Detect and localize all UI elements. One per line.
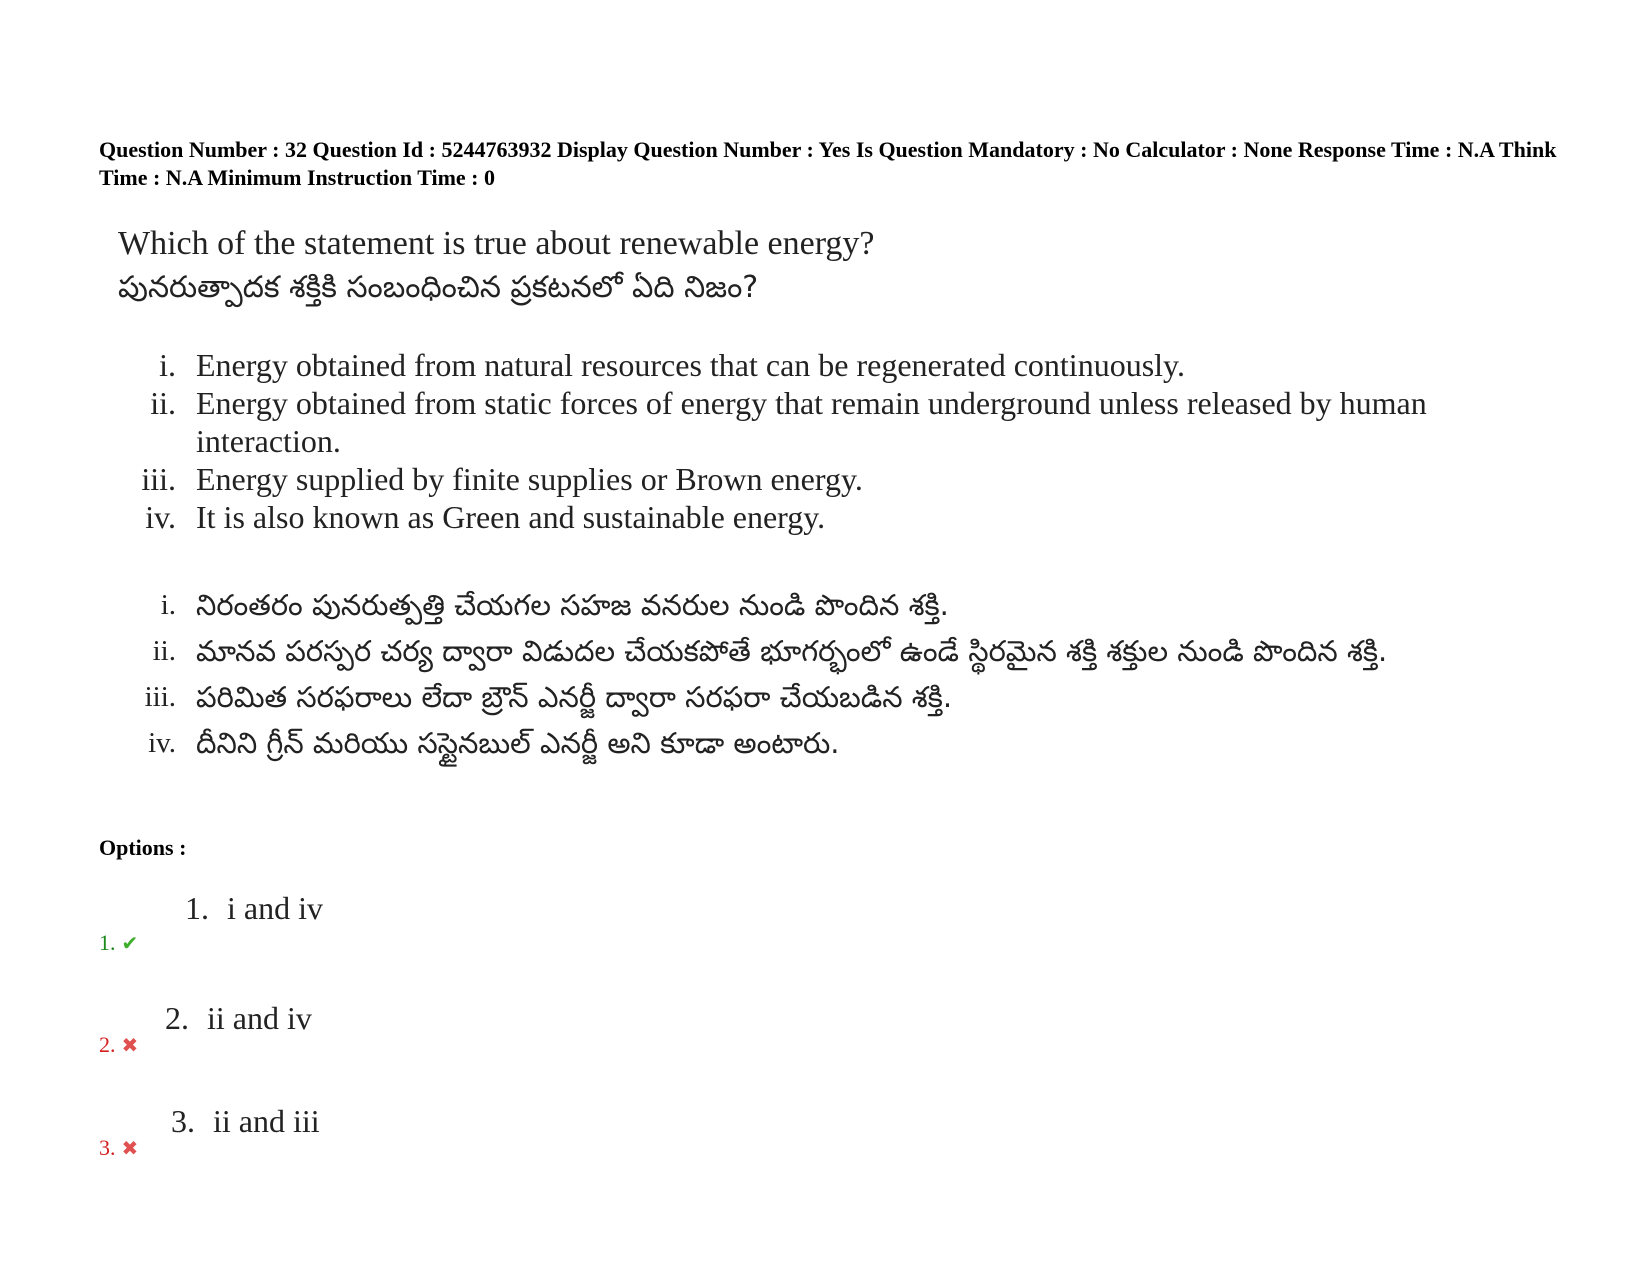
- statement-number: ii.: [152, 635, 176, 667]
- option-text: [185, 890, 323, 927]
- option-label: ii and iv: [207, 1000, 312, 1036]
- statement-text: పరిమిత సరఫరాలు లేదా బ్రౌన్ ఎనర్జీ ద్వారా సరఫరా చేయబడిన శక్తి.: [196, 680, 953, 714]
- statement-item: [118, 384, 1438, 460]
- option-1[interactable]: [99, 890, 699, 960]
- statement-text: It is also known as Green and sustainable energy.: [196, 499, 826, 535]
- option-number: 2.: [165, 1000, 189, 1036]
- check-icon: ✔: [121, 931, 139, 955]
- statement-number: i.: [159, 347, 176, 383]
- question-text-english: Which of the statement is true about renewable energy?: [118, 225, 875, 262]
- statement-item: [118, 628, 1438, 674]
- cross-icon: ✖: [121, 1136, 139, 1160]
- option-label: ii and iii: [213, 1103, 320, 1139]
- option-marker: [99, 930, 138, 956]
- option-label: i and iv: [227, 890, 323, 926]
- statement-item: [118, 674, 1438, 720]
- option-text: [165, 1000, 312, 1037]
- statement-text: Energy supplied by finite supplies or Brown energy.: [196, 461, 863, 497]
- statement-text: మానవ పరస్పర చర్య ద్వారా విడుదల చేయకపోతే భూగర్భంలో ఉండే స్థిరమైన శక్తి శక్తుల నుండి పొందిన శక్తి.: [196, 634, 1388, 668]
- statement-item: [118, 720, 1438, 766]
- option-marker: [99, 1032, 138, 1058]
- statement-text: నిరంతరం పునరుత్పత్తి చేయగల సహజ వనరుల నుండి పొందిన శక్తి.: [196, 588, 949, 622]
- question-text-telugu: పునరుత్పాదక శక్తికి సంబంధించిన ప్రకటనలో ఏది నిజం?: [118, 270, 759, 305]
- option-number: 3.: [171, 1103, 195, 1139]
- statement-number: iv.: [148, 727, 176, 759]
- cross-icon: ✖: [121, 1033, 139, 1057]
- statement-text: Energy obtained from static forces of energy that remain underground unless released by human interaction.: [196, 385, 1427, 459]
- statement-number: iii.: [144, 681, 176, 713]
- statement-text: Energy obtained from natural resources that can be regenerated continuously.: [196, 347, 1185, 383]
- statement-item: [118, 582, 1438, 628]
- option-marker-number: 1.: [99, 930, 116, 955]
- option-text: [171, 1103, 320, 1140]
- statement-number: iv.: [145, 499, 176, 535]
- statement-item: [118, 498, 1438, 536]
- statement-number: i.: [160, 589, 176, 621]
- statement-item: [118, 460, 1438, 498]
- statement-item: [118, 346, 1438, 384]
- statement-number: iii.: [141, 461, 176, 497]
- statements-english: [118, 346, 1438, 536]
- option-marker: [99, 1135, 138, 1161]
- statement-number: ii.: [150, 385, 176, 421]
- option-number: 1.: [185, 890, 209, 926]
- option-2[interactable]: [99, 1000, 699, 1070]
- statement-text: దీనిని గ్రీన్ మరియు సస్టైనబుల్ ఎనర్జీ అని కూడా అంటారు.: [196, 726, 840, 760]
- question-metadata: Question Number : 32 Question Id : 5244763932 Display Question Number : Yes Is Question Mandatory : No Calculator : None Response Time : N.A Think Time : N.A Minimum Instruction Time : 0: [99, 137, 1557, 190]
- option-3[interactable]: [99, 1103, 699, 1173]
- options-label: Options :: [99, 835, 187, 860]
- statements-telugu: [118, 582, 1438, 766]
- option-marker-number: 3.: [99, 1135, 116, 1160]
- option-marker-number: 2.: [99, 1032, 116, 1057]
